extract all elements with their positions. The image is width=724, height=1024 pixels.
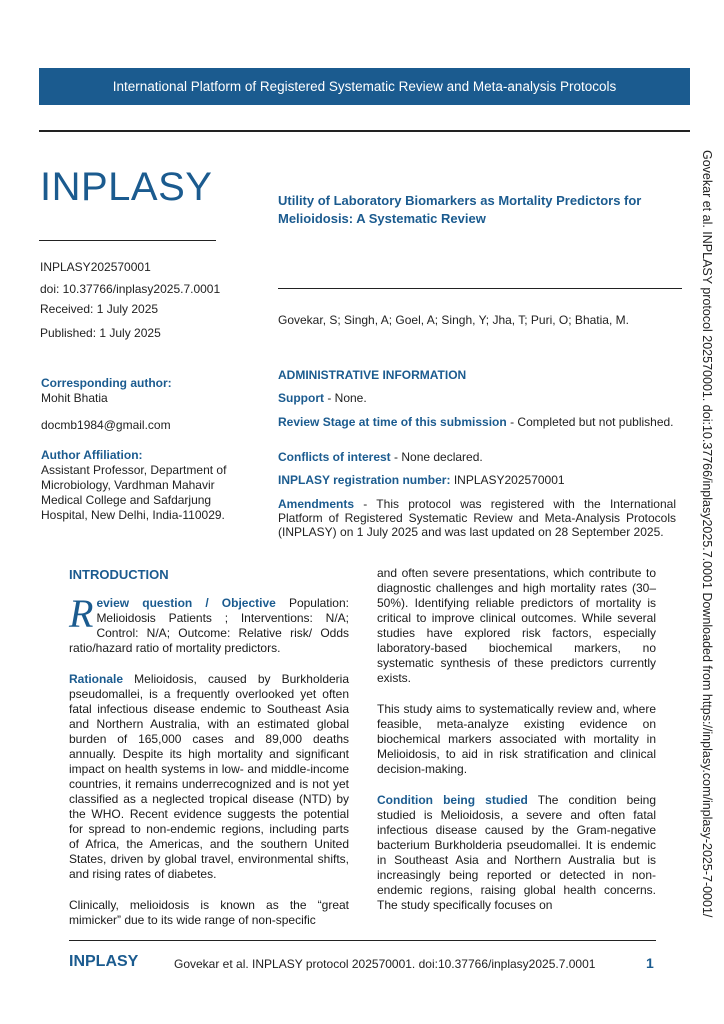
review-question-label: eview question / Objective xyxy=(96,596,276,610)
brand-rule xyxy=(39,240,216,241)
affiliation-line: Hospital, New Delhi, India-110029. xyxy=(41,508,225,522)
support-text: - None. xyxy=(324,391,367,405)
affiliation-line: Medical College and Safdarjung xyxy=(41,493,212,507)
conflicts-line xyxy=(278,450,676,464)
corresponding-email: docmb1984@gmail.com xyxy=(41,418,171,432)
right-column xyxy=(377,566,656,913)
protocol-id: INPLASY202570001 xyxy=(40,260,151,274)
review-question-text: Population: Melioidosis Patients ; Interventions: N/A; Control: N/A; Outcome: Relative risk/ Odds ratio/hazard ratio of mortality predictors. xyxy=(69,596,349,655)
authors: Govekar, S; Singh, A; Goel, A; Singh, Y; Jha, T; Puri, O; Bhatia, M. xyxy=(278,313,629,327)
doi: doi: 10.37766/inplasy2025.7.0001 xyxy=(40,282,221,296)
review-stage-line xyxy=(278,415,676,429)
side-citation xyxy=(696,150,716,918)
journal-banner xyxy=(39,68,690,105)
paper-title: Utility of Laboratory Biomarkers as Mortality Predictors for Melioidosis: A Systematic Review xyxy=(278,193,642,226)
brand-logo-text: INPLASY xyxy=(40,165,213,209)
left-column xyxy=(69,591,349,928)
title-rule xyxy=(278,288,682,289)
banner-text: International Platform of Registered Systematic Review and Meta-analysis Protocols xyxy=(112,79,617,94)
condition-label: Condition being studied xyxy=(377,793,528,807)
published-date: Published: 1 July 2025 xyxy=(40,326,161,340)
top-rule xyxy=(39,130,690,132)
rationale-text: Melioidosis, caused by Burkholderia pseudomallei, is a frequently overlooked yet often fatal infectious disease endemic to Southeast Asia and Northern Australia, with an estimated global burden of 165,000 cases and 89,000 deaths annually. Despite its high mortality and significant impact on health systems in low- and middle-income countries, it remains underrecognized and is not yet classified as a neglected tropical disease (NTD) by the WHO. Recent evidence suggests the potential for spread to non-endemic regions, including parts of Africa, the Americas, and the southern United States, driven by global travel, environmental shifts, and rising rates of diabetes. xyxy=(69,672,349,881)
amendments-line xyxy=(278,497,676,539)
author-affiliation xyxy=(41,448,226,523)
introduction-heading: INTRODUCTION xyxy=(69,567,169,582)
corresponding-label: Corresponding author: xyxy=(41,376,172,390)
conflicts-text: - None declared. xyxy=(390,450,483,464)
page-number: 1 xyxy=(646,955,654,971)
right-paragraph-2: This study aims to systematically review and, where feasible, meta-analyze existing evidence on biochemical markers associated with mortality in Melioidosis, to aid in risk stratification and clinical decision-making. xyxy=(377,702,656,776)
footer-citation: Govekar et al. INPLASY protocol 202570001. doi:10.37766/inplasy2025.7.0001 xyxy=(174,957,596,971)
conflicts-label: Conflicts of interest xyxy=(278,450,391,464)
condition-text: The condition being studied is Melioidosis, a severe and often fatal infectious disease caused by the Gram-negative bacterium Burkholderia pseudomallei. It is endemic in Southeast Asia and Northern Australia but is increasingly being reported or detected in non-endemic regions, raising global health concerns. The study specifically focuses on xyxy=(377,793,656,912)
registration-label: INPLASY registration number: xyxy=(278,473,451,487)
right-paragraph-1: and often severe presentations, which contribute to diagnostic challenges and high mortality rates (30–50%). Identifying reliable predictors of mortality is critical to improve clinical outcomes. While several studies have explored risk factors, especially laboratory-based biochemical markers, no systematic synthesis of these predictors currently exists. xyxy=(377,566,656,685)
admin-heading: ADMINISTRATIVE INFORMATION xyxy=(278,368,467,382)
drop-cap: R xyxy=(69,591,94,636)
rationale-paragraph xyxy=(69,672,349,882)
footer-brand: INPLASY xyxy=(69,953,139,970)
affiliation-label: Author Affiliation: xyxy=(41,448,143,462)
corresponding-author xyxy=(41,376,172,433)
condition-paragraph xyxy=(377,793,656,913)
affiliation-line: Assistant Professor, Department of xyxy=(41,463,227,477)
support-label: Support xyxy=(278,391,324,405)
received-date: Received: 1 July 2025 xyxy=(40,302,159,316)
amendments-label: Amendments xyxy=(278,497,355,511)
footer-rule xyxy=(69,940,656,941)
support-line xyxy=(278,391,676,405)
rationale-label: Rationale xyxy=(69,672,124,686)
corresponding-name: Mohit Bhatia xyxy=(41,391,108,405)
review-question-paragraph xyxy=(69,591,349,656)
registration-text: INPLASY202570001 xyxy=(450,473,565,487)
amendments-text: - This protocol was registered with the International Platform of Registered Systematic Review and Meta-Analysis Protocols (INPLASY) on 1 July 2025 and was last updated on 28 September 2025. xyxy=(278,497,676,539)
clinical-paragraph: Clinically, melioidosis is known as the “great mimicker” due to its wide range of non-specific xyxy=(69,898,349,927)
registration-line xyxy=(278,473,676,487)
side-citation-text[interactable]: Govekar et al. INPLASY protocol 202570001. doi:10.37766/inplasy2025.7.0001 Downloaded from https://inplasy.com/inplasy-2025-7-0001/ xyxy=(700,150,714,918)
stage-label: Review Stage at time of this submission xyxy=(278,415,507,429)
affiliation-line: Microbiology, Vardhman Mahavir xyxy=(41,478,215,492)
stage-text: - Completed but not published. xyxy=(506,415,674,429)
